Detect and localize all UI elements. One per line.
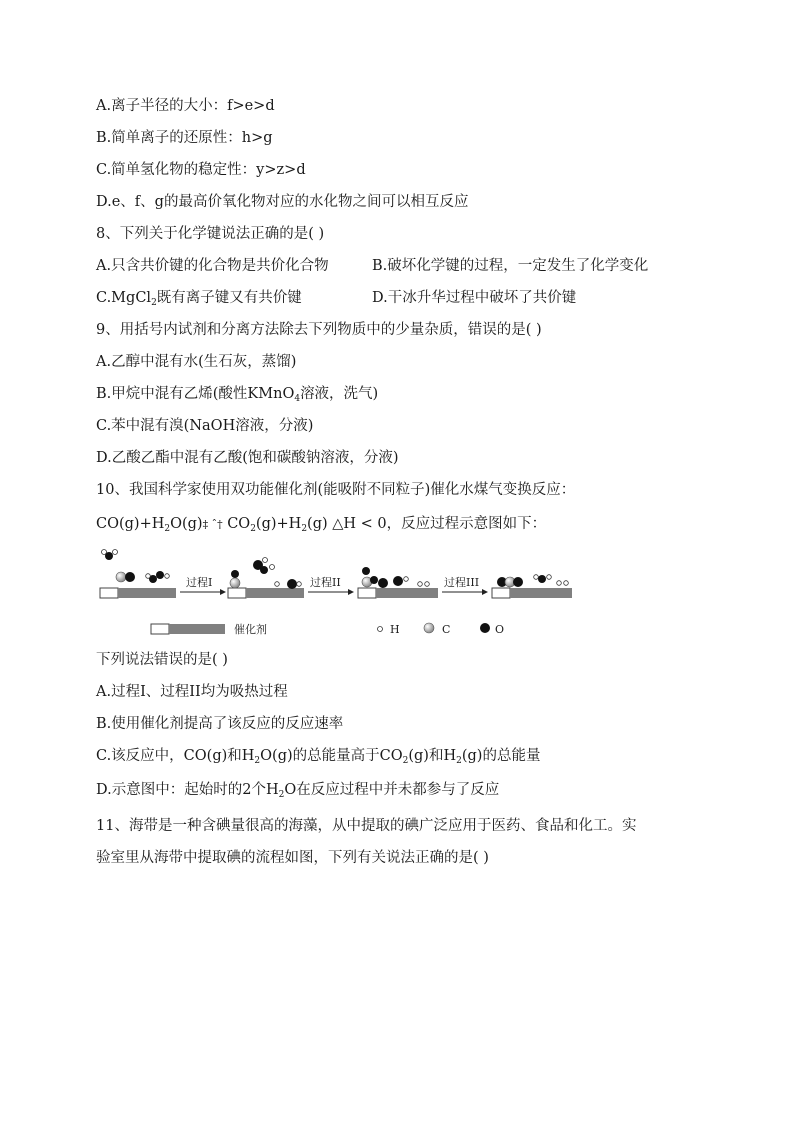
q11-line1: 11、海带是一种含碘量很高的海藻，从中提取的碘广泛应用于医药、食品和化工。实 <box>96 818 637 834</box>
arrow-step-3 <box>442 575 488 595</box>
q8-row2 <box>96 288 696 308</box>
legend-o-swatch <box>480 623 490 633</box>
q8-stem: 8、下列关于化学键说法正确的是( ) <box>96 226 325 242</box>
q8-row1 <box>96 256 696 276</box>
stage-4 <box>492 575 572 598</box>
q7-option-b: B.简单离子的还原性：h>g <box>96 130 273 146</box>
step3-label: 过程III <box>444 576 480 589</box>
arrow-step-1 <box>180 575 226 595</box>
q7-option-c: C.简单氢化物的稳定性：y>z>d <box>96 162 306 178</box>
legend-o-label: O <box>495 623 505 636</box>
q7-option-a: A.离子半径的大小：f>e>d <box>96 98 275 114</box>
q9-option-a: A.乙醇中混有水(生石灰，蒸馏) <box>96 354 297 370</box>
q10-equation: $CO(g)+H_2O(g)\ddagger$ ˆ† $CO_2(g)+H_2(g)$ △H < 0，反应过程示意图如下： <box>96 516 547 534</box>
arrow-step-2 <box>308 575 354 595</box>
legend-h-swatch <box>378 627 383 632</box>
reaction-process-diagram <box>96 546 586 646</box>
legend-c-label: C <box>442 623 451 636</box>
diagram-legend <box>151 622 504 636</box>
stage-1 <box>100 550 176 599</box>
q9-option-b: B.甲烷中混有乙烯(酸性KMnO$_4$溶液，洗气) <box>96 386 379 404</box>
legend-c-swatch <box>424 623 434 633</box>
stage-2 <box>228 558 304 599</box>
q8-option-d: D.干冰升华过程中破坏了共价键 <box>372 290 577 306</box>
q8-option-b: B.破坏化学键的过程，一定发生了化学变化 <box>372 258 649 274</box>
q10-sub-stem: 下列说法错误的是( ) <box>96 652 228 668</box>
q7-option-d: D.e、f、g的最高价氧化物对应的水化物之间可以相互反应 <box>96 194 469 210</box>
q10-option-c: C.该反应中，CO(g)和$H_2O(g)$的总能量高于$CO_2(g)$和$H_2(g)$的总能量 <box>96 748 541 766</box>
step1-label: 过程I <box>186 576 213 589</box>
q10-option-b: B.使用催化剂提高了该反应的反应速率 <box>96 716 344 732</box>
q8-option-a: A.只含共价键的化合物是共价化合物 <box>96 258 329 274</box>
q10-stem: 10、我国科学家使用双功能催化剂(能吸附不同粒子)催化水煤气变换反应： <box>96 482 576 498</box>
legend-h-label: H <box>390 623 400 636</box>
legend-catalyst-label: 催化剂 <box>234 623 267 636</box>
q9-option-c: C.苯中混有溴(NaOH溶液，分液) <box>96 418 314 434</box>
q9-option-d: D.乙酸乙酯中混有乙酸(饱和碳酸钠溶液，分液) <box>96 450 399 466</box>
q11-line2: 验室里从海带中提取碘的流程如图，下列有关说法正确的是( ) <box>96 850 489 866</box>
q10-option-d: D.示意图中：起始时的2个$H_2O$在反应过程中并未都参与了反应 <box>96 782 500 800</box>
q8-option-c: C.MgCl$_2$既有离子键又有共价键 <box>96 290 302 308</box>
q9-stem: 9、用括号内试剂和分离方法除去下列物质中的少量杂质，错误的是( ) <box>96 322 542 338</box>
step2-label: 过程II <box>310 576 341 589</box>
stage-3 <box>358 567 438 598</box>
equilibrium-arrow: ‡ ˆ† <box>202 518 223 531</box>
legend-catalyst-swatch <box>151 624 169 634</box>
q10-option-a: A.过程I、过程II均为吸热过程 <box>96 684 288 700</box>
